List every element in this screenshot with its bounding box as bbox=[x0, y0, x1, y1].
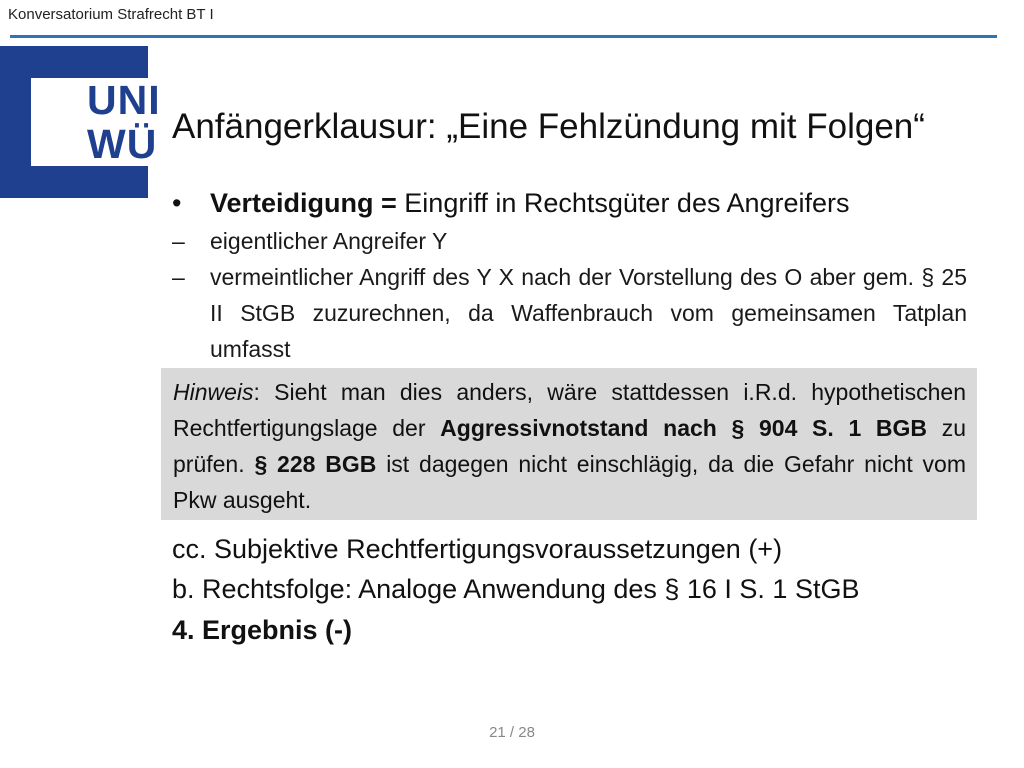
header-divider bbox=[10, 35, 997, 38]
result-line: 4. Ergebnis (-) bbox=[172, 615, 353, 645]
bullet-verteidigung bbox=[172, 183, 967, 223]
header-title: Konversatorium Strafrecht BT I bbox=[8, 6, 214, 23]
bullet-term: Verteidigung = bbox=[210, 188, 397, 218]
note-emphasis: § 228 BGB bbox=[254, 451, 377, 477]
note-part: ist dagegen nicht einschlägig, da die Gefahr nicht vom Pkw ausgeht. bbox=[173, 451, 967, 513]
note-box bbox=[161, 368, 977, 520]
line-b: b. Rechtsfolge: Analoge Anwendung des § 16 I S. 1 StGB bbox=[172, 574, 860, 604]
dash-marker: – bbox=[172, 264, 185, 290]
line-cc: cc. Subjektive Rechtfertigungsvoraussetzungen (+) bbox=[172, 534, 783, 564]
logo-text: UNI WÜ bbox=[87, 77, 161, 167]
subitem-2 bbox=[172, 259, 967, 367]
note-label: Hinweis bbox=[173, 379, 254, 405]
subitem-text: eigentlicher Angreifer Y bbox=[210, 228, 448, 254]
page-number: 21 / 28 bbox=[489, 724, 535, 741]
subitem-1 bbox=[172, 223, 967, 259]
note-part: zu prüfen. bbox=[173, 415, 966, 477]
subitem-text: vermeintlicher Angriff des Y X nach der Vorstellung des O aber gem. § 25 II StGB zuzurechnen, da Waffenbrauch vom gemeinsamen Tatplan umfasst bbox=[210, 264, 967, 362]
slide-title: Anfängerklausur: „Eine Fehlzündung mit Folgen“ bbox=[172, 107, 925, 146]
bullet-marker: • bbox=[172, 188, 182, 218]
note-part: : Sieht man dies anders, wäre stattdessen i.R.d. hypothetischen Rechtfertigungslage der bbox=[173, 379, 966, 441]
university-logo bbox=[0, 46, 161, 198]
dash-marker: – bbox=[172, 228, 185, 254]
bullet-text: Eingriff in Rechtsgüter des Angreifers bbox=[396, 188, 850, 218]
note-text bbox=[173, 374, 966, 518]
note-emphasis: Aggressivnotstand nach § 904 S. 1 BGB bbox=[440, 415, 928, 441]
